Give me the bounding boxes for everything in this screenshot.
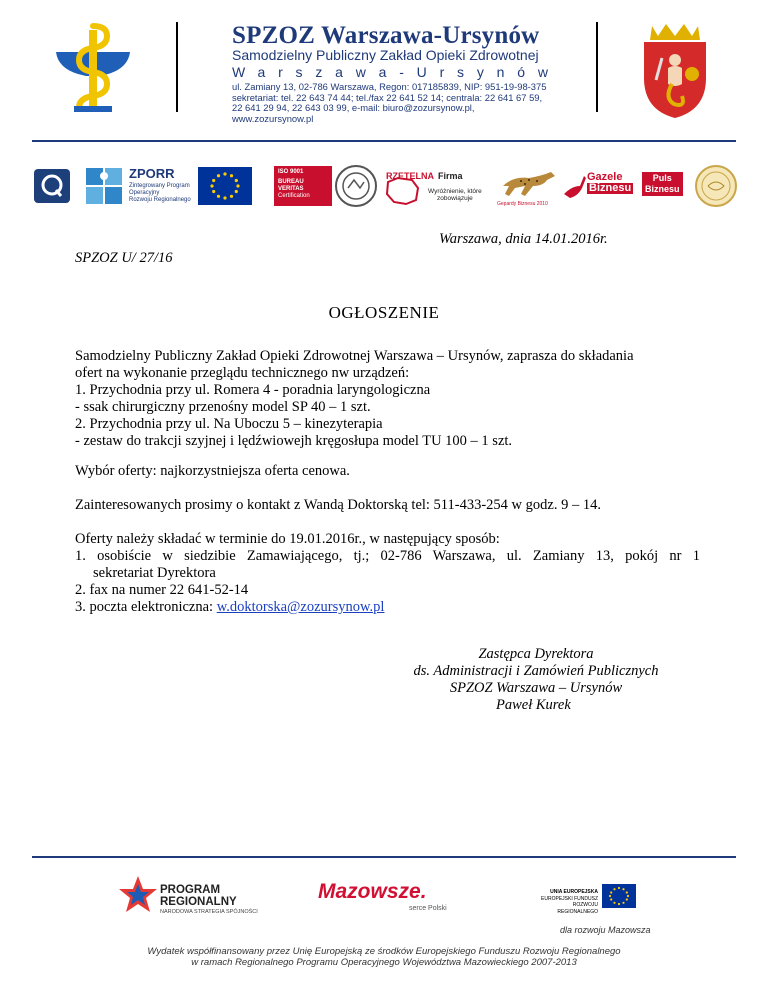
puls-biznesu-logo bbox=[642, 172, 683, 196]
hygieia-bowl-logo-icon bbox=[52, 22, 134, 114]
contact-info: Zainteresowanych prosimy o kontakt z Wandą Doktorską tel: 511-433-254 w godz. 9 – 14. bbox=[75, 497, 601, 513]
rzetelna-tagline-line: Wyróżnienie, które bbox=[428, 188, 482, 195]
org-city: Warszawa-Ursynów bbox=[232, 64, 561, 80]
footer-rule bbox=[32, 856, 736, 858]
program-regionalny-logo bbox=[160, 884, 258, 916]
letter-intro bbox=[75, 348, 634, 450]
rzetelna-firma-logo bbox=[386, 166, 463, 184]
bv-line: BUREAU VERITAS bbox=[278, 179, 304, 192]
gepard-caption: Gepardy Biznesu 2010 bbox=[497, 201, 548, 207]
intro-line: 1. Przychodnia przy ul. Romera 4 - poradnia laryngologiczna bbox=[75, 382, 431, 398]
signature-line: ds. Administracji i Zamówień Publicznych bbox=[413, 663, 659, 679]
offer-method-1-cont: sekretariat Dyrektora bbox=[93, 565, 216, 581]
warsaw-crest-icon bbox=[638, 18, 712, 120]
funding-line: Wydatek współfinansowany przez Unię Europejską ze środków Europejskiego Funduszu Rozwoju Regionalnego bbox=[147, 946, 621, 957]
contact-email-link[interactable]: w.doktorska@zozursynow.pl bbox=[216, 599, 385, 615]
bv-line: ISO 9001 bbox=[278, 169, 304, 175]
address-line: sekretariat: tel. 22 643 74 44; tel./fax 22 641 52 14; centrala: 22 641 67 59, bbox=[232, 91, 543, 103]
offer-method-1: 1. osobiście w siedzibie Zamawiającego, tj.; 02-786 Warszawa, ul. Zamiany 13, pokój nr 1 bbox=[75, 548, 700, 564]
certification-q-icon bbox=[33, 168, 71, 204]
selection-criterion: Wybór oferty: najkorzystniejsza oferta cenowa. bbox=[75, 463, 350, 479]
zporr-subtitle: Rozwoju Regionalnego bbox=[129, 197, 191, 203]
strategy-label: NARODOWA STRATEGIA SPÓJNOŚCI bbox=[160, 909, 258, 915]
zporr-logo bbox=[129, 166, 191, 204]
ue-line: ROZWOJU REGIONALNEGO bbox=[557, 902, 598, 915]
footer-eu-flag-icon bbox=[602, 884, 636, 908]
letter-title: OGŁOSZENIE bbox=[328, 303, 440, 322]
eu-flag-icon bbox=[198, 167, 252, 205]
cheetah-icon bbox=[499, 166, 559, 200]
bv-line: Certification bbox=[278, 193, 310, 199]
offers-intro: Oferty należy składać w terminie do 19.01.2016r., w następujący sposób: bbox=[75, 531, 500, 547]
award-medal-icon bbox=[694, 164, 738, 208]
gazelle-icon bbox=[562, 172, 588, 200]
gazele-biznesu-logo bbox=[587, 172, 633, 194]
funding-line: w ramach Regionalnego Programu Operacyjnego Województwa Mazowieckiego 2007-2013 bbox=[191, 957, 577, 968]
offer-method-2: 2. fax na numer 22 641-52-14 bbox=[75, 582, 249, 598]
ue-text bbox=[532, 889, 598, 915]
signature-line: Zastępca Dyrektora bbox=[478, 646, 594, 662]
signature-line: SPZOZ Warszawa – Ursynów bbox=[449, 680, 623, 696]
rzetelna-tagline-line: zobowiązuje bbox=[437, 195, 473, 202]
rzetelna-tagline bbox=[428, 188, 482, 202]
ue-line: UNIA EUROPEJSKA bbox=[550, 889, 598, 895]
zporr-puzzle-icon bbox=[84, 166, 124, 206]
org-name: SPZOZ Warszawa-Ursynów bbox=[232, 22, 540, 49]
offer-method-3 bbox=[75, 599, 384, 616]
letter-reference: SPZOZ U/ 27/16 bbox=[75, 250, 173, 266]
header-divider-left bbox=[176, 22, 178, 112]
mazowsze-tagline: serce Polski bbox=[409, 905, 447, 912]
intro-line: - zestaw do trakcji szyjnej i lędźwiowejh kręgosłupa model TU 100 – 1 szt. bbox=[75, 433, 513, 449]
org-address bbox=[232, 82, 552, 124]
intro-line: Samodzielny Publiczny Zakład Opieki Zdrowotnej Warszawa – Ursynów, zaprasza do składania bbox=[75, 348, 634, 364]
regionalny-label: REGIONALNY bbox=[160, 896, 237, 908]
rzetelna-label: RZETELNA bbox=[386, 171, 434, 181]
header-rule bbox=[32, 140, 736, 142]
signature-block bbox=[386, 646, 686, 714]
ue-line: EUROPEJSKI FUNDUSZ bbox=[541, 895, 598, 902]
puls-biznesu-label: Biznesu bbox=[645, 184, 680, 194]
biznesu-label: Biznesu bbox=[589, 182, 632, 194]
program-label: PROGRAM bbox=[160, 884, 221, 896]
zporr-subtitle: Zintegrowany Program bbox=[129, 183, 190, 189]
zporr-subtitle: Operacyjny bbox=[129, 190, 160, 196]
funding-statement bbox=[0, 946, 768, 968]
bureau-veritas-seal-icon bbox=[334, 164, 378, 208]
letter-date: Warszawa, dnia 14.01.2016r. bbox=[439, 231, 608, 247]
intro-line: ofert na wykonanie przeglądu technicznego nw urządzeń: bbox=[75, 365, 410, 381]
offer-method-3-label: 3. poczta elektroniczna: bbox=[75, 599, 217, 615]
intro-line: - ssak chirurgiczny przenośny model SP 40 – 1 szt. bbox=[75, 399, 371, 415]
puls-label: Puls bbox=[652, 173, 672, 183]
program-regionalny-star-icon bbox=[118, 874, 158, 916]
address-line: 22 641 29 94, 22 643 03 99, e-mail: biuro@zozursynow.pl, www.zozursynow.pl bbox=[232, 102, 475, 124]
firma-label: Firma bbox=[438, 171, 463, 181]
gazele-label: Gazele bbox=[587, 171, 623, 183]
signature-name: Paweł Kurek bbox=[496, 697, 571, 713]
org-full-name: Samodzielny Publiczny Zakład Opieki Zdrowotnej bbox=[232, 47, 539, 63]
address-line: ul. Zamiany 13, 02-786 Warszawa, Regon: 017185839, NIP: 951-19-98-375 bbox=[232, 81, 547, 92]
dla-rozwoju-label: dla rozwoju Mazowsza bbox=[560, 925, 651, 935]
mazowsze-logo: Mazowsze. bbox=[318, 880, 427, 903]
zporr-title: ZPORR bbox=[129, 166, 175, 181]
header-divider-right bbox=[596, 22, 598, 112]
intro-line: 2. Przychodnia przy ul. Na Uboczu 5 – kinezyterapia bbox=[75, 416, 383, 432]
bureau-veritas-logo bbox=[274, 166, 332, 206]
